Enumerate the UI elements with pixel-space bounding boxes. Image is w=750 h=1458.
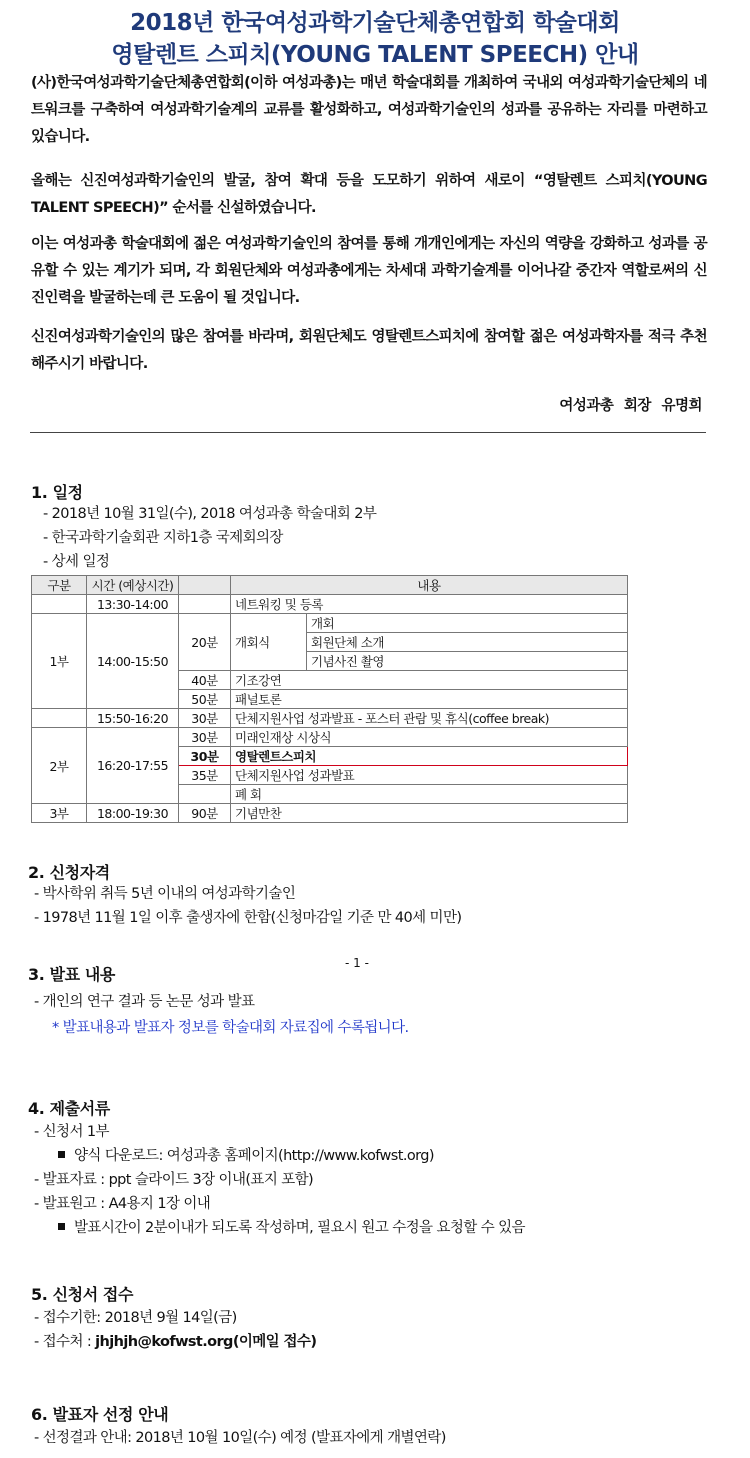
cell-content: 단체지원사업 성과발표 - 포스터 관람 및 휴식(coffee break)	[231, 709, 628, 728]
eligibility-line-2: - 1978년 11월 1일 이후 출생자에 한함(신청마감일 기준 만 40세 미만)	[34, 910, 462, 926]
header-duration	[179, 576, 231, 595]
cell-duration: 30분	[179, 728, 231, 747]
script-note-text: 발표시간이 2분이내가 되도록 작성하며, 필요시 원고 수정을 요청할 수 있음	[74, 1220, 525, 1236]
cell-subitem: 기념사진 촬영	[307, 652, 628, 671]
cell-content: 미래인재상 시상식	[231, 728, 628, 747]
recipient-label: - 접수처 :	[34, 1334, 96, 1350]
divider	[30, 432, 706, 433]
application-recipient	[34, 1330, 316, 1351]
section-1-heading: 1. 일정	[31, 483, 83, 502]
cell-time: 18:00-19:30	[87, 804, 179, 823]
table-row	[32, 728, 628, 747]
cell-duration: 20분	[179, 614, 231, 671]
intro-paragraph-4: 신진여성과학기술인의 많은 참여를 바라며, 회원단체도 영탈렌트스피치에 참여할 젊은 여성과학자를 적극 추천해주시기 바랍니다.	[31, 329, 707, 372]
header-time: 시간 (예상시간)	[87, 576, 179, 595]
table-row	[32, 595, 628, 614]
section-6-heading: 6. 발표자 선정 안내	[31, 1405, 169, 1424]
cell-content: 기조강연	[231, 671, 628, 690]
schedule-table	[31, 575, 628, 823]
document-title-line1: 2018년 한국여성과학기술단체총연합회 학술대회	[130, 10, 620, 36]
application-deadline: - 접수기한: 2018년 9월 14일(금)	[34, 1310, 237, 1326]
cell-content: 영탈렌트스피치	[231, 747, 628, 766]
selection-notice: - 선정결과 안내: 2018년 10월 10일(수) 예정 (발표자에게 개별연락)	[34, 1430, 446, 1446]
documents-line-1-sub	[58, 1144, 434, 1165]
cell-content: 폐 회	[231, 785, 628, 804]
cell-duration: 30분	[179, 747, 231, 766]
schedule-date: - 2018년 10월 31일(수), 2018 여성과총 학술대회 2부	[43, 506, 377, 522]
table-row	[32, 709, 628, 728]
schedule-venue: - 한국과학기술회관 지하1층 국제회의장	[43, 530, 283, 546]
cell-content: 패널토론	[231, 690, 628, 709]
cell-duration	[179, 785, 231, 804]
cell-part	[32, 595, 87, 614]
presentation-note: * 발표내용과 발표자 정보를 학술대회 자료집에 수록됩니다.	[52, 1020, 409, 1036]
schedule-detail-label: - 상세 일정	[43, 554, 110, 570]
section-4-heading: 4. 제출서류	[28, 1099, 110, 1118]
table-row	[32, 804, 628, 823]
cell-part-3: 3부	[32, 804, 87, 823]
signature: 여성과총 회장 유명희	[559, 398, 702, 414]
documents-line-3: - 발표원고 : A4용지 1장 이내	[34, 1196, 211, 1212]
cell-subitem: 회원단체 소개	[307, 633, 628, 652]
page-number: - 1 -	[345, 956, 369, 970]
intro-paragraph-2: 올해는 신진여성과학기술인의 발굴, 참여 확대 등을 도모하기 위하여 새로이 “영탈렌트 스피치(YOUNG TALENT SPEECH)” 순서를 신설하였습니다.	[31, 173, 707, 216]
table-header-row	[32, 576, 628, 595]
document-title-line2: 영탈렌트 스피치(YOUNG TALENT SPEECH) 안내	[111, 42, 639, 68]
header-part: 구분	[32, 576, 87, 595]
section-3-heading: 3. 발표 내용	[28, 965, 115, 984]
cell-part-1: 1부	[32, 614, 87, 709]
cell-duration: 40분	[179, 671, 231, 690]
square-bullet-icon	[58, 1223, 65, 1230]
intro-paragraph-3: 이는 여성과총 학술대회에 젊은 여성과학기술인의 참여를 통해 개개인에게는 자신의 역량을 강화하고 성과를 공유할 수 있는 계기가 되며, 각 회원단체와 여성과총에게는 차세대 과학기술계를 이어나갈 중간자 역할로써의 신진인력을 발굴하는데 큰 도움이 될 것입니다.	[31, 236, 707, 306]
cell-part-2: 2부	[32, 728, 87, 804]
recipient-email[interactable]: jhjhjh@kofwst.org(이메일 접수)	[95, 1334, 317, 1350]
form-download-text: 양식 다운로드: 여성과총 홈페이지(http://www.kofwst.org)	[74, 1148, 434, 1164]
documents-line-3-sub	[58, 1216, 525, 1237]
cell-time: 13:30-14:00	[87, 595, 179, 614]
cell-duration: 90분	[179, 804, 231, 823]
cell-time: 15:50-16:20	[87, 709, 179, 728]
cell-part	[32, 709, 87, 728]
cell-content: 기념만찬	[231, 804, 628, 823]
documents-line-1: - 신청서 1부	[34, 1124, 109, 1140]
presentation-line-1: - 개인의 연구 결과 등 논문 성과 발표	[34, 994, 255, 1010]
cell-time-part-2: 16:20-17:55	[87, 728, 179, 804]
documents-line-2: - 발표자료 : ppt 슬라이드 3장 이내(표지 포함)	[34, 1172, 314, 1188]
eligibility-line-1: - 박사학위 취득 5년 이내의 여성과학기술인	[34, 886, 296, 902]
cell-time-part-1: 14:00-15:50	[87, 614, 179, 709]
section-2-heading: 2. 신청자격	[28, 863, 110, 882]
header-content: 내용	[231, 576, 628, 595]
cell-content: 개회식	[231, 614, 307, 671]
cell-duration: 35분	[179, 766, 231, 785]
cell-subitem: 개회	[307, 614, 628, 633]
cell-duration	[179, 595, 231, 614]
cell-duration: 50분	[179, 690, 231, 709]
table-row	[32, 614, 628, 633]
cell-content: 네트워킹 및 등록	[231, 595, 628, 614]
intro-paragraph-1: (사)한국여성과학기술단체총연합회(이하 여성과총)는 매년 학술대회를 개최하여 국내외 여성과학기술단체의 네트워크를 구축하여 여성과학기술계의 교류를 활성화하고, 여성과학기술인의 성과를 공유하는 자리를 마련하고 있습니다.	[31, 75, 707, 145]
section-5-heading: 5. 신청서 접수	[31, 1285, 134, 1304]
cell-duration: 30분	[179, 709, 231, 728]
square-bullet-icon	[58, 1151, 65, 1158]
cell-content: 단체지원사업 성과발표	[231, 766, 628, 785]
